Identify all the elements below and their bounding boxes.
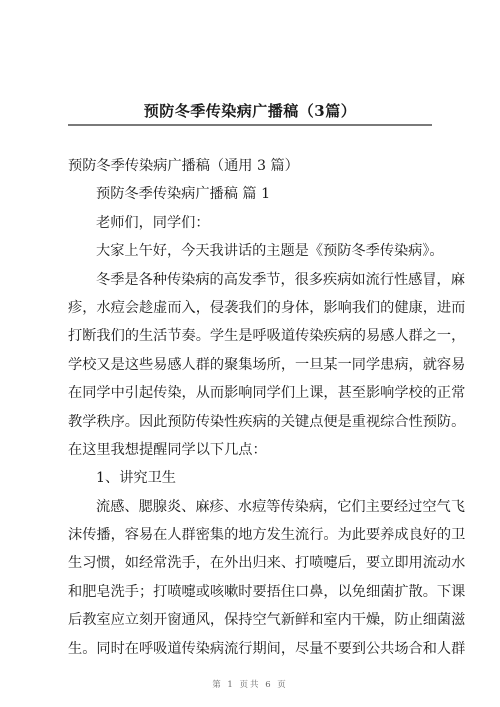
paragraph-line: 流感、腮腺炎、麻疹、水痘等传染病，它们主要经过空气飞 [96, 498, 465, 515]
paragraph-line: 冬季是各种传染病的高发季节，很多疾病如流行性感冒，麻 [96, 271, 465, 288]
paragraph-line: 和肥皂洗手；打喷嚏或咳嗽时要捂住口鼻，以免细菌扩散。下课 [68, 583, 466, 600]
subtitle-line: 预防冬季传染病广播稿（通用 3 篇） [68, 158, 299, 174]
document-title: 预防冬季传染病广播稿（3篇） [143, 102, 357, 120]
paragraph-line: 在这里我想提醒同学以下几点： [68, 441, 267, 458]
title-divider [68, 124, 432, 126]
document-body [68, 152, 466, 663]
paragraph-line: 生。同时在呼吸道传染病流行期间，尽量不要到公共场合和人群 [68, 640, 466, 657]
paragraph-line: 大家上午好，今天我讲话的主题是《预防冬季传染病》。 [96, 243, 444, 260]
list-heading: 1、讲究卫生 [96, 470, 176, 487]
paragraph-line: 教学秩序。因此预防传染性疾病的关键点便是重视综合性预防。 [68, 413, 466, 430]
section-heading: 预防冬季传染病广播稿 篇 1 [96, 186, 271, 203]
paragraph-line: 沫传播，容易在人群密集的地方发生流行。为此要养成良好的卫 [68, 527, 466, 544]
paragraph-line: 疹，水痘会趁虚而入，侵袭我们的身体，影响我们的健康，进而 [68, 299, 466, 316]
page-number-footer: 第 1 页共 6 页 [212, 680, 288, 690]
paragraph-line: 生习惯，如经常洗手，在外出归来、打喷嚏后，要立即用流动水 [68, 555, 466, 572]
paragraph-line: 在同学中引起传染，从而影响同学们上课，甚至影响学校的正常 [68, 385, 466, 402]
paragraph-line: 学校又是这些易感人群的聚集场所，一旦某一同学患病，就容易 [68, 356, 466, 373]
salutation: 老师们，同学们： [96, 214, 210, 231]
paragraph-line: 后教室应立刻开窗通风，保持空气新鲜和室内干燥，防止细菌滋 [68, 612, 466, 629]
paragraph-line: 打断我们的生活节奏。学生是呼吸道传染疾病的易感人群之一， [68, 328, 466, 345]
